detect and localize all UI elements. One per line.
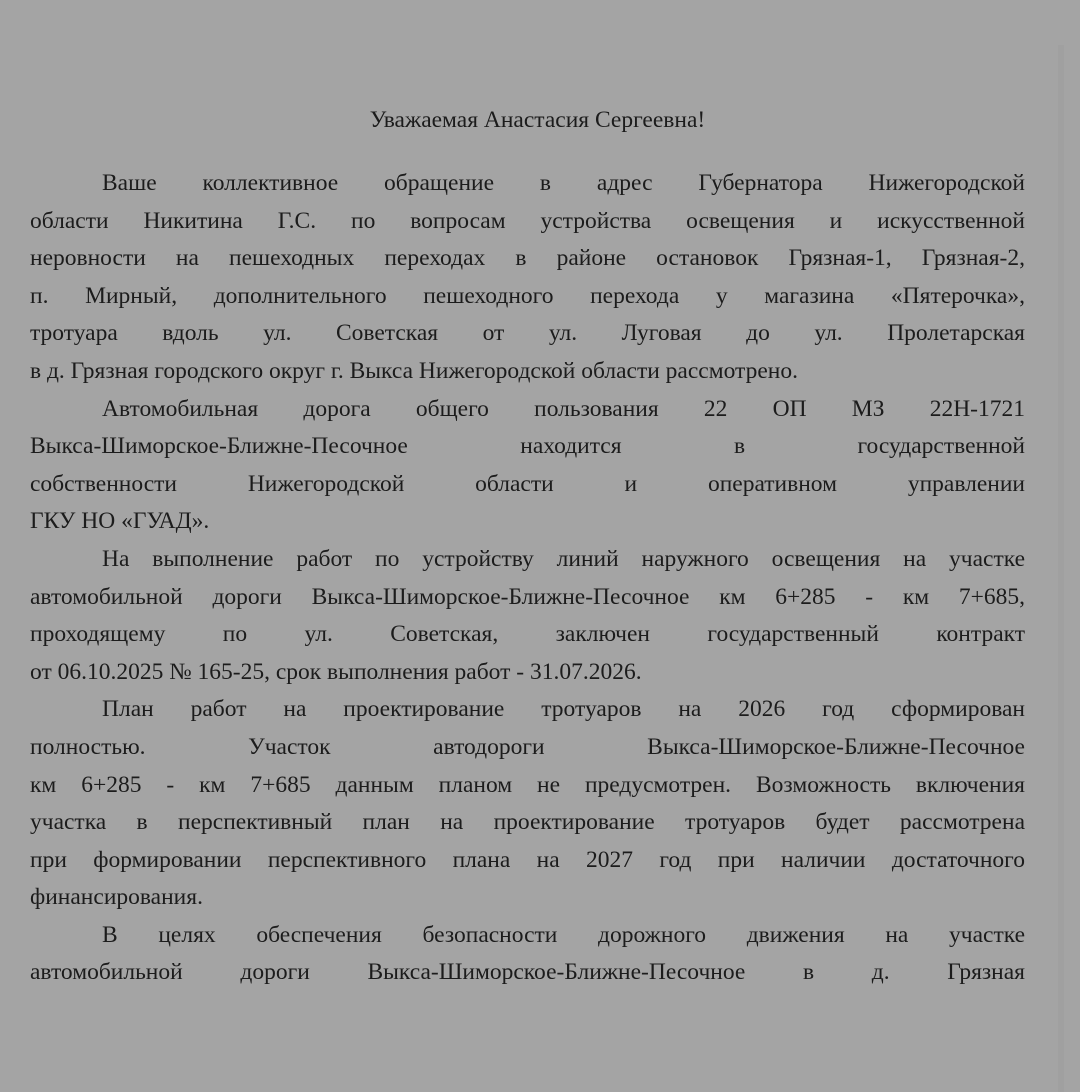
text-line: неровности на пешеходных переходах в районе остановок Грязная-1, Грязная-2, xyxy=(30,245,1025,272)
text-line: финансирования. xyxy=(30,884,203,911)
text-line: Автомобильная дорога общего пользования 22 ОП МЗ 22Н-1721 xyxy=(102,395,1025,422)
paragraph-5 xyxy=(30,917,1025,992)
text-line: области Никитина Г.С. по вопросам устройства освещения и искусственной xyxy=(30,207,1025,234)
text-line: Выкса-Шиморское-Ближне-Песочное находится в государственной xyxy=(30,433,1025,460)
text-line: от 06.10.2025 № 165-25, срок выполнения работ - 31.07.2026. xyxy=(30,658,642,685)
text-line: в д. Грязная городского округ г. Выкса Нижегородской области рассмотрено. xyxy=(30,357,798,384)
paragraph-4 xyxy=(30,691,1025,917)
letter-body xyxy=(30,100,1025,992)
text-line: собственности Нижегородской области и оперативном управлении xyxy=(30,470,1025,497)
text-line: полностью. Участок автодороги Выкса-Шиморское-Ближне-Песочное xyxy=(30,733,1025,760)
text-line: автомобильной дороги Выкса-Шиморское-Ближне-Песочное в д. Грязная xyxy=(30,959,1025,986)
text-line: На выполнение работ по устройству линий наружного освещения на участке xyxy=(102,545,1025,572)
text-line: при формировании перспективного плана на 2027 год при наличии достаточного xyxy=(30,846,1025,873)
text-line: км 6+285 - км 7+685 данным планом не предусмотрен. Возможность включения xyxy=(30,771,1025,798)
paragraph-3 xyxy=(30,541,1025,691)
text-line: автомобильной дороги Выкса-Шиморское-Ближне-Песочное км 6+285 - км 7+685, xyxy=(30,583,1025,610)
text-line: ГКУ НО «ГУАД». xyxy=(30,508,210,535)
page-edge-shadow xyxy=(1058,45,1064,1092)
text-line: В целях обеспечения безопасности дорожного движения на участке xyxy=(102,921,1025,948)
paragraph-1 xyxy=(30,165,1025,391)
greeting: Уважаемая Анастасия Сергеевна! xyxy=(369,107,706,133)
paragraph-2 xyxy=(30,391,1025,541)
text-line: п. Мирный, дополнительного пешеходного перехода у магазина «Пятерочка», xyxy=(30,282,1025,309)
text-line: участка в перспективный план на проектирование тротуаров будет рассмотрена xyxy=(30,809,1025,836)
text-line: тротуара вдоль ул. Советская от ул. Луговая до ул. Пролетарская xyxy=(30,320,1025,347)
text-line: проходящему по ул. Советская, заключен государственный контракт xyxy=(30,621,1025,648)
text-line: Ваше коллективное обращение в адрес Губернатора Нижегородской xyxy=(102,170,1025,196)
text-line: План работ на проектирование тротуаров на 2026 год сформирован xyxy=(102,696,1025,723)
